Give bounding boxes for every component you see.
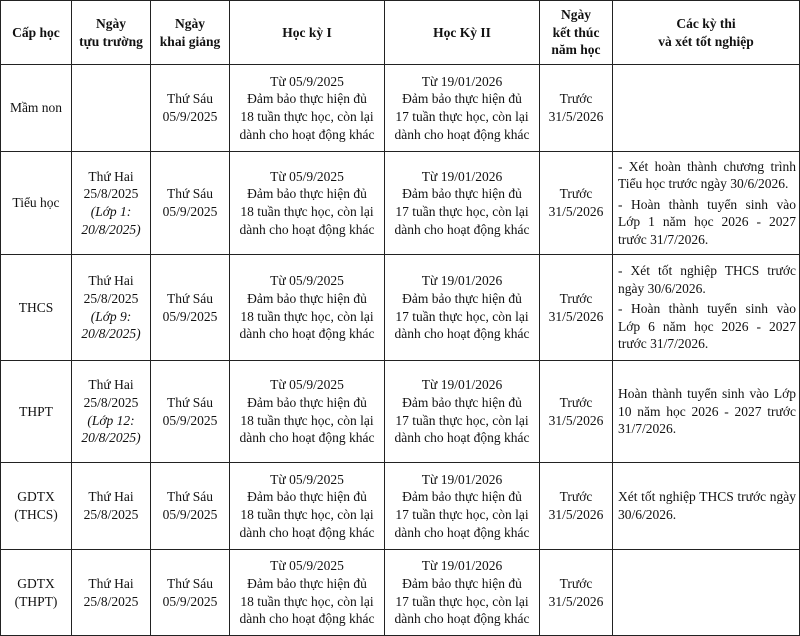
cell-line: dành cho hoạt động khác: [239, 430, 375, 446]
cell-level: [1, 152, 72, 255]
cell-ceremony-day: [151, 152, 230, 255]
cell-line: dành cho hoạt động khác: [394, 611, 530, 627]
cell-line: 17 tuần thực học, còn lại: [395, 412, 529, 428]
cell-semester-1: [230, 550, 385, 636]
cell-ceremony-day: [151, 550, 230, 636]
cell-line: tựu trường: [79, 33, 143, 49]
table-row: [1, 255, 800, 361]
cell-line: Từ 05/9/2025: [270, 273, 344, 289]
cell-end-date: [540, 550, 613, 636]
cell-line: 18 tuần thực học, còn lại: [240, 308, 374, 324]
cell-line: Đảm bảo thực hiện đủ: [402, 489, 522, 505]
cell-end-date: [540, 65, 613, 152]
cell-line: 20/8/2025): [81, 326, 141, 342]
cell-opening-day: [72, 152, 151, 255]
cell-line: Thứ Hai: [88, 575, 134, 591]
cell-semester-2: [385, 152, 540, 255]
cell-line: Thứ Sáu: [167, 575, 213, 591]
cell-line: Từ 19/01/2026: [421, 558, 503, 574]
cell-line: Trước: [559, 394, 593, 410]
cell-line: Từ 05/9/2025: [270, 471, 344, 487]
cell-ceremony-day: [151, 65, 230, 152]
cell-line: THPT: [19, 403, 53, 419]
cell-semester-1: [230, 65, 385, 152]
cell-line: 17 tuần thực học, còn lại: [395, 507, 529, 522]
cell-line: và xét tốt nghiệp: [658, 33, 754, 49]
cell-line: dành cho hoạt động khác: [239, 326, 375, 342]
cell-semester-2: [385, 463, 540, 550]
cell-semester-2: [385, 65, 540, 152]
cell-line: Đảm bảo thực hiện đủ: [247, 91, 367, 107]
cell-line: 31/5/2026: [548, 308, 604, 324]
cell-line: Thứ Sáu: [167, 91, 213, 107]
cell-line: Trước: [559, 489, 593, 505]
cell-line: 17 tuần thực học, còn lại: [395, 308, 529, 324]
cell-line: Ngày: [561, 7, 591, 23]
cell-ceremony-day: [151, 463, 230, 550]
cell-line: Đảm bảo thực hiện đủ: [247, 186, 367, 202]
cell-level: [1, 361, 72, 463]
cell-line: Từ 05/9/2025: [270, 558, 344, 574]
cell-line: Đảm bảo thực hiện đủ: [402, 290, 522, 306]
cell-line: 20/8/2025): [81, 221, 141, 237]
cell-line: THCS: [18, 299, 54, 315]
cell-exams: [613, 152, 800, 255]
cell-line: 17 tuần thực học, còn lại: [395, 593, 529, 609]
cell-exams: [613, 550, 800, 636]
table-row: [1, 550, 800, 636]
header-end-date: [540, 1, 613, 65]
cell-line: Thứ Sáu: [167, 186, 213, 202]
cell-line: GDTX: [17, 489, 55, 505]
cell-line: dành cho hoạt động khác: [394, 326, 530, 342]
cell-opening-day: [72, 361, 151, 463]
cell-ceremony-day: [151, 361, 230, 463]
table-row: [1, 361, 800, 463]
cell-line: GDTX: [17, 575, 55, 591]
cell-line: 18 tuần thực học, còn lại: [240, 412, 374, 428]
cell-end-date: [540, 361, 613, 463]
cell-line: Xét tốt nghiệp THCS trước ngày 30/6/2026.: [618, 489, 796, 522]
cell-line: Thứ Hai: [88, 489, 134, 505]
cell-exams: [613, 255, 800, 361]
cell-semester-2: [385, 550, 540, 636]
cell-line: 31/5/2026: [548, 507, 604, 522]
cell-line: Trước: [559, 186, 593, 202]
cell-line: 05/9/2025: [162, 109, 218, 124]
cell-line: Đảm bảo thực hiện đủ: [247, 489, 367, 505]
cell-line: 31/5/2026: [548, 593, 604, 609]
cell-line: dành cho hoạt động khác: [394, 126, 530, 142]
header-level: Cấp học: [1, 1, 72, 65]
cell-line: Từ 19/01/2026: [421, 377, 503, 393]
cell-line: dành cho hoạt động khác: [394, 430, 530, 446]
cell-line: - Hoàn thành tuyển sinh vào Lớp 6 năm học 2026 - 2027 trước 31/7/2026.: [618, 301, 796, 352]
cell-line: - Hoàn thành tuyển sinh vào Lớp 1 năm học 2026 - 2027 trước 31/7/2026.: [618, 196, 796, 247]
cell-line: 25/8/2025: [83, 593, 139, 609]
cell-level: [1, 463, 72, 550]
cell-line: 05/9/2025: [162, 308, 218, 324]
cell-line: 25/8/2025: [83, 394, 139, 410]
cell-line: Từ 05/9/2025: [270, 168, 344, 184]
cell-line: năm học: [551, 42, 601, 58]
cell-line: Đảm bảo thực hiện đủ: [402, 91, 522, 107]
cell-level: [1, 550, 72, 636]
cell-semester-2: [385, 361, 540, 463]
cell-ceremony-day: [151, 255, 230, 361]
header-semester-1: Học kỳ I: [230, 1, 385, 65]
cell-line: Hoàn thành tuyển sinh vào Lớp 10 năm học 2026 - 2027 trước 31/7/2026.: [618, 386, 796, 437]
cell-line: Thứ Sáu: [167, 489, 213, 505]
cell-end-date: [540, 463, 613, 550]
cell-line: 18 tuần thực học, còn lại: [240, 593, 374, 609]
cell-line: (Lớp 12:: [87, 412, 135, 428]
cell-line: Thứ Hai: [88, 168, 134, 184]
cell-line: Thứ Hai: [88, 273, 134, 289]
cell-line: Ngày: [96, 15, 126, 31]
cell-line: 25/8/2025: [83, 507, 139, 522]
cell-line: 25/8/2025: [83, 186, 139, 202]
cell-line: Đảm bảo thực hiện đủ: [247, 394, 367, 410]
cell-line: 18 tuần thực học, còn lại: [240, 204, 374, 219]
cell-line: Mầm non: [9, 100, 63, 116]
table-row: [1, 463, 800, 550]
cell-line: (THPT): [14, 593, 58, 609]
cell-line: 31/5/2026: [548, 204, 604, 219]
cell-line: - Xét hoàn thành chương trình Tiểu học trước ngày 30/6/2026.: [618, 158, 796, 192]
cell-semester-1: [230, 463, 385, 550]
cell-line: Từ 19/01/2026: [421, 73, 503, 89]
cell-line: Thứ Sáu: [167, 290, 213, 306]
cell-end-date: [540, 152, 613, 255]
cell-level: [1, 255, 72, 361]
cell-exams: [613, 361, 800, 463]
cell-line: kết thúc: [552, 24, 600, 40]
cell-opening-day: [72, 255, 151, 361]
cell-line: (Lớp 1:: [90, 204, 132, 219]
cell-line: Từ 19/01/2026: [421, 273, 503, 289]
cell-line: Thứ Sáu: [167, 394, 213, 410]
cell-line: 18 tuần thực học, còn lại: [240, 507, 374, 522]
cell-semester-1: [230, 255, 385, 361]
header-ceremony-day: [151, 1, 230, 65]
cell-line: (Lớp 9:: [90, 308, 132, 324]
cell-line: Trước: [559, 575, 593, 591]
cell-line: Từ 05/9/2025: [270, 73, 344, 89]
header-exams: [613, 1, 800, 65]
cell-end-date: [540, 255, 613, 361]
cell-line: 05/9/2025: [162, 593, 218, 609]
cell-line: 31/5/2026: [548, 412, 604, 428]
cell-line: Các kỳ thi: [676, 15, 736, 31]
header-row: [1, 1, 800, 65]
cell-line: Trước: [559, 290, 593, 306]
cell-line: Trước: [559, 91, 593, 107]
cell-line: dành cho hoạt động khác: [239, 126, 375, 142]
cell-line: dành cho hoạt động khác: [239, 221, 375, 237]
cell-line: 18 tuần thực học, còn lại: [240, 109, 374, 124]
cell-line: Đảm bảo thực hiện đủ: [402, 394, 522, 410]
cell-line: Thứ Hai: [88, 377, 134, 393]
cell-exams: [613, 463, 800, 550]
cell-line: dành cho hoạt động khác: [239, 524, 375, 540]
cell-line: Đảm bảo thực hiện đủ: [247, 575, 367, 591]
cell-level: [1, 65, 72, 152]
cell-line: Đảm bảo thực hiện đủ: [402, 575, 522, 591]
cell-line: 31/5/2026: [548, 109, 604, 124]
cell-line: (THCS): [14, 507, 58, 522]
cell-line: 05/9/2025: [162, 412, 218, 428]
table-row: [1, 65, 800, 152]
cell-line: khai giảng: [159, 33, 221, 49]
cell-line: 05/9/2025: [162, 204, 218, 219]
cell-line: dành cho hoạt động khác: [394, 524, 530, 540]
cell-line: 05/9/2025: [162, 507, 218, 522]
cell-line: Ngày: [175, 15, 205, 31]
cell-line: Tiểu học: [12, 195, 60, 211]
cell-line: Đảm bảo thực hiện đủ: [402, 186, 522, 202]
cell-opening-day: [72, 550, 151, 636]
header-opening-day: [72, 1, 151, 65]
cell-opening-day: [72, 463, 151, 550]
header-semester-2: Học Kỳ II: [385, 1, 540, 65]
cell-line: 17 tuần thực học, còn lại: [395, 204, 529, 219]
cell-exams: [613, 65, 800, 152]
cell-semester-1: [230, 152, 385, 255]
cell-line: 17 tuần thực học, còn lại: [395, 109, 529, 124]
cell-line: 20/8/2025): [81, 430, 141, 446]
cell-opening-day: [72, 65, 151, 152]
cell-line: Từ 19/01/2026: [421, 471, 503, 487]
cell-line: dành cho hoạt động khác: [239, 611, 375, 627]
cell-line: Từ 19/01/2026: [421, 168, 503, 184]
cell-line: dành cho hoạt động khác: [394, 221, 530, 237]
cell-line: 25/8/2025: [83, 290, 139, 306]
cell-line: Đảm bảo thực hiện đủ: [247, 290, 367, 306]
cell-semester-2: [385, 255, 540, 361]
cell-line: Từ 05/9/2025: [270, 377, 344, 393]
table-row: [1, 152, 800, 255]
cell-semester-1: [230, 361, 385, 463]
cell-line: - Xét tốt nghiệp THCS trước ngày 30/6/2026.: [618, 263, 796, 296]
